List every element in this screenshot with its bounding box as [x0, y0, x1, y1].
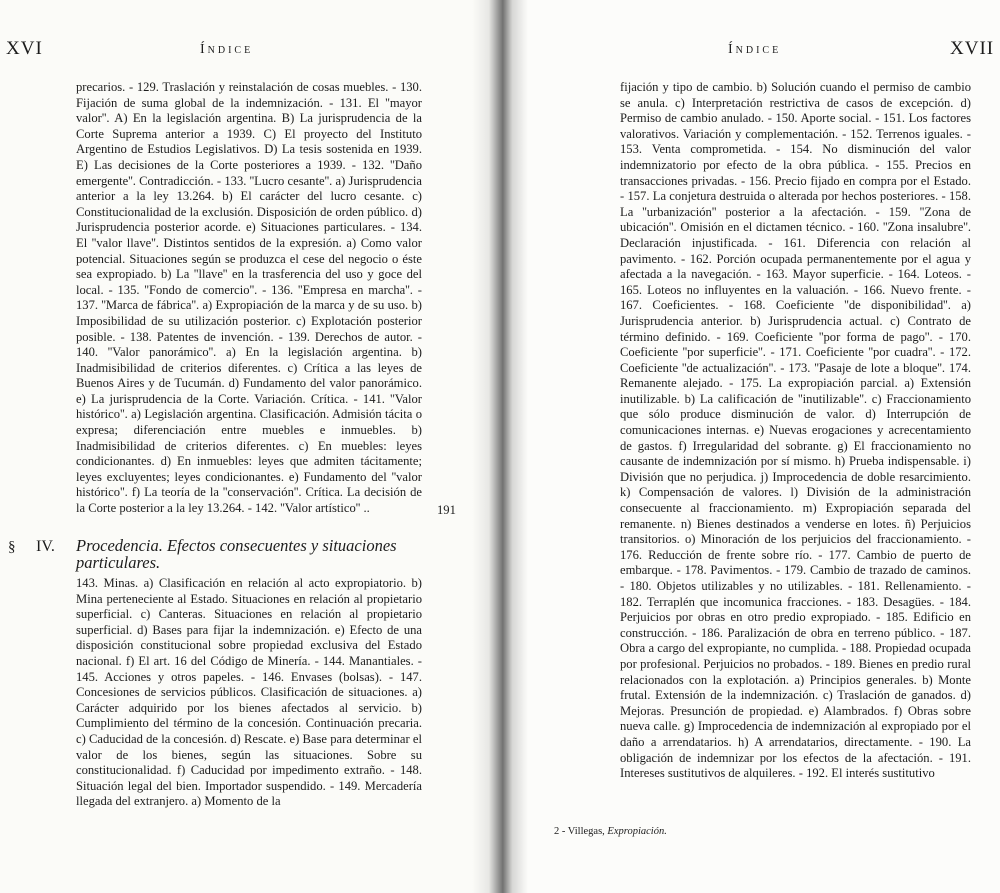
left-running-head: Índice [200, 42, 254, 57]
right-page [492, 0, 1000, 893]
left-index-entries: precarios. - 129. Traslación y reinstalación de cosas muebles. - 130. Fijación de suma global de la indemnización. - 131. El ''mayor valor''. A) En la legislación argentina. B) La jurisprudencia de la Corte Suprema anterior a 1939. C) El proyecto del Instituto Argentino de Estudios Legislativos. D) La tesis sostenida en 1939. E) Las decisiones de la Corte posteriores a 1939. - 132. ''Daño emergente''. Contradicción. - 133. ''Lucro cesante''. a) Jurisprudencia anterior a la ley 13.264. b) El carácter del lucro cesante. c) Constitucionalidad de la exclusión. Disposición de orden público. d) Jurisprudencia posterior acorde. e) Situaciones particulares. - 134. El ''valor llave''. Distintos sentidos de la expresión. a) Como valor potencial. Situaciones según se produzca el cese del negocio o éste sea expropiado. b) La ''llave'' en la trasferencia del uso y goce del local. - 135. ''Fondo de comercio''. - 136. ''Empresa en marcha''. - 137. ''Marca de fábrica''. a) Expropiación de la marca y de su uso. b) Imposibilidad de su utilización posterior. c) Explotación posterior posible. - 138. Patentes de invención. - 139. Derechos de autor. - 140. ''Valor panorámico''. a) En la legislación argentina. b) Inadmisibilidad de criterios diferentes. c) Crítica a las leyes de Buenos Aires y de Tucumán. d) Fundamento del valor panorámico. e) La jurisprudencia de la Corte. Variación. Crítica. - 141. ''Valor histórico''. a) Legislación argentina. Clasificación. Admisión tácita o expresa; diferenciación entre muebles e inmuebles. b) Inadmisibilidad de criterios diferentes. c) En muebles: leyes condicionantes. d) En inmuebles: leyes que admiten tácitamente; leyes excluyentes; leyes condicionantes. e) Fundamento del ''valor histórico''. f) La teoría de la ''conservación''. Crítica. La decisión de la Corte posterior a la ley 13.264. - 142. ''Valor artístico'' .. [76, 80, 422, 516]
book-gutter-shadow [472, 0, 528, 893]
footer-signature [554, 826, 667, 837]
section-mark: § [8, 539, 16, 555]
section-entries: 143. Minas. a) Clasificación en relación al acto expropiatorio. b) Mina perteneciente al Estado. Situaciones en relación al propietario superficial. c) Canteras. Situaciones en relación al propietario superficial. d) Bases para fijar la indemnización. e) Efecto de una disposición constitucional sobre propiedad exclusiva del Estado nacional. f) El art. 16 del Código de Minería. - 144. Manantiales. - 145. Acciones y otros papeles. - 146. Envases (bolsas). - 147. Concesiones de servicios públicos. Clasificación de situaciones. a) Carácter adquirido por los bienes afectados al servicio. b) Cumplimiento del término de la concesión. Continuación precaria. c) Caducidad de la concesión. d) Rescate. e) Base para determinar el valor de los bienes, según las situaciones. Sobre su constitucionalidad. f) Caducidad por impedimento extraño. - 148. Situación legal del bien. Importador suspendido. - 149. Mercadería llegada del extranjero. a) Momento de la [76, 576, 422, 809]
left-page [0, 0, 492, 893]
section-number: IV. [36, 538, 55, 555]
left-page-reference: 191 [437, 503, 456, 517]
section-title: Procedencia. Efectos consecuentes y situaciones particulares. [76, 536, 397, 572]
right-index-entries: fijación y tipo de cambio. b) Solución cuando el permiso de cambio se anula. c) Interpretación restrictiva de casos de excepción. d) Permiso de cambio anulado. - 150. Aporte social. - 151. Los factores valorativos. Variación y complementación. - 152. Terrenos iguales. - 153. Venta comprometida. - 154. No disminución del valor indemnizatorio por efecto de la obra pública. - 155. Precios en transacciones privadas. - 156. Precio fijado en compra por el Estado. - 157. La conjetura destruida o alterada por hechos posteriores. - 158. La ''urbanización'' posterior a la afectación. - 159. ''Zona de ubicación''. Omisión en el dictamen técnico. - 160. ''Zona insalubre''. Declaración injustificada. - 161. Diferencia con relación al pavimento. - 162. Porción ocupada permanentemente por el agua y afectada a la navegación. - 163. Mayor superficie. - 164. Loteos. - 165. Loteos no influyentes en la valuación. - 166. Nuevo frente. - 167. Coeficientes. - 168. Coeficiente ''de disponibilidad''. a) Jurisprudencia anterior. b) Jurisprudencia actual. c) Contrato de término definido. - 169. Coeficiente ''por forma de pago''. - 170. Coeficiente ''por superficie''. - 171. Coeficiente ''por cuadra''. - 172. Coeficiente ''de actualización''. - 173. ''Pasaje de lote a bloque''. 174. Remanente alejado. - 175. La expropiación parcial. a) Extensión inutilizable. b) La calificación de ''inutilizable''. c) Fraccionamiento que sólo produce disminución de valor. d) Interrupción de comunicaciones internas. e) Nuevas erogaciones y acrecentamiento de gastos. f) Irregularidad del sobrante. g) El fraccionamiento no causante de indemnización por sí mismo. h) Prueba indispensable. i) División que no perjudica. j) Improcedencia de doble resarcimiento. k) Compensación de valores. l) División de la administración consecuente al fraccionamiento. m) Expropiación separada del remanente. n) Bienes destinados a venderse en lotes. ñ) Perjuicios transitorios. o) Minoración de los perjuicios del fraccionamiento. - 176. Reducción de frente sobre río. - 177. Cambio de puerto de embarque. - 178. Pavimentos. - 179. Cambio de trazado de caminos. - 180. Objetos utilizables y no utilizables. - 181. Rellenamiento. - 182. Terraplén que incomunica fracciones. - 183. Desagües. - 184. Perjuicios por obras en otro predio expropiado. - 185. Edificio en construcción. - 186. Paralización de obra en terreno público. - 187. Obra a cargo del expropiante, no cumplida. - 188. Propiedad ocupada por profesional. Perjuicios no probados. - 189. Bienes en predio rural relacionados con la explotación. a) Principios generales. b) Monte frutal. Extensión de la indemnización. c) Traslación de ganados. d) Mejoras. Presunción de propiedad. e) Alambrados. f) Obras sobre nueva calle. g) Improcedencia de indemnización al expropiado por el daño a arrendatarios. h) A arrendatarios, directamente. - 190. La obligación de indemnizar por los efectos de la afectación. - 191. Intereses sustitutivos de alquileres. - 192. El interés sustitutivo [620, 80, 971, 781]
right-page-number: XVII [950, 38, 995, 59]
left-page-number: XVI [6, 38, 43, 59]
footer-book-title: Expropiación. [607, 826, 667, 837]
right-running-head: Índice [728, 42, 782, 57]
footer-signature-label: 2 - Villegas, [554, 826, 605, 837]
